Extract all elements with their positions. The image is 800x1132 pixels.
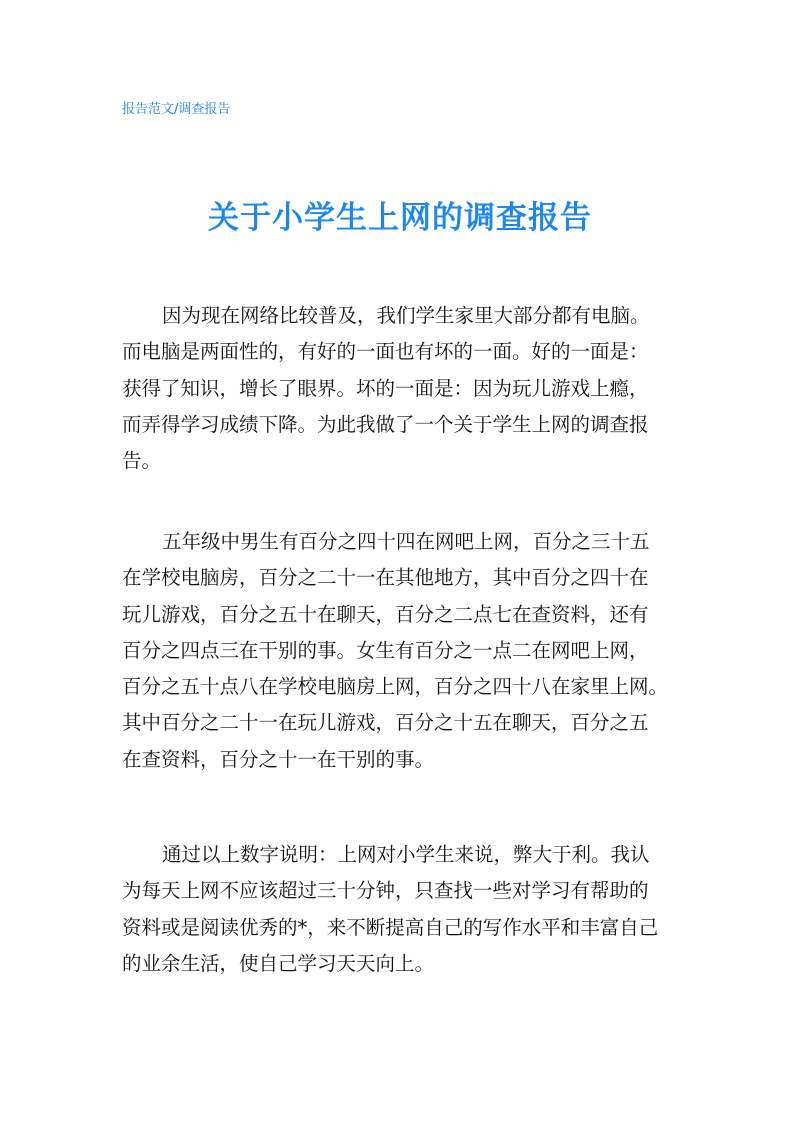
text-line: 资料或是阅读优秀的*，来不断提高自己的写作水平和丰富自己 <box>122 915 659 939</box>
text-line: 获得了知识，增长了眼界。坏的一面是：因为玩儿游戏上瘾， <box>122 376 649 400</box>
breadcrumb[interactable]: 报告范文/调查报告 <box>122 102 231 117</box>
text-line: 的业余生活，使自己学习天天向上。 <box>122 951 435 975</box>
text-line: 为每天上网不应该超过三十分钟，只查找一些对学习有帮助的 <box>122 879 649 903</box>
text-line: 玩儿游戏，百分之五十在聊天，百分之二点七在查资料，还有 <box>122 602 649 626</box>
paragraph-conclusion <box>122 837 692 982</box>
text-line: 在学校电脑房，百分之二十一在其他地方，其中百分之四十在 <box>122 566 649 590</box>
paragraph-intro <box>122 298 692 479</box>
text-line: 其中百分之二十一在玩儿游戏，百分之十五在聊天，百分之五 <box>122 711 649 735</box>
text-line: 五年级中男生有百分之四十四在网吧上网，百分之三十五 <box>162 530 650 553</box>
text-line: 百分之五十点八在学校电脑房上网，百分之四十八在家里上网。 <box>122 675 669 699</box>
paragraph-statistics <box>122 524 692 778</box>
text-line: 而电脑是两面性的，有好的一面也有坏的一面。好的一面是： <box>122 340 649 364</box>
text-line: 通过以上数字说明：上网对小学生来说，弊大于利。我认 <box>162 843 650 866</box>
text-line: 而弄得学习成绩下降。为此我做了一个关于学生上网的调查报 <box>122 412 649 436</box>
page-title: 关于小学生上网的调查报告 <box>208 200 592 236</box>
text-line: 百分之四点三在干别的事。女生有百分之一点二在网吧上网， <box>122 638 649 662</box>
text-line: 告。 <box>122 449 162 473</box>
text-line: 因为现在网络比较普及，我们学生家里大部分都有电脑。 <box>162 304 650 327</box>
text-line: 在查资料，百分之十一在干别的事。 <box>122 747 435 771</box>
